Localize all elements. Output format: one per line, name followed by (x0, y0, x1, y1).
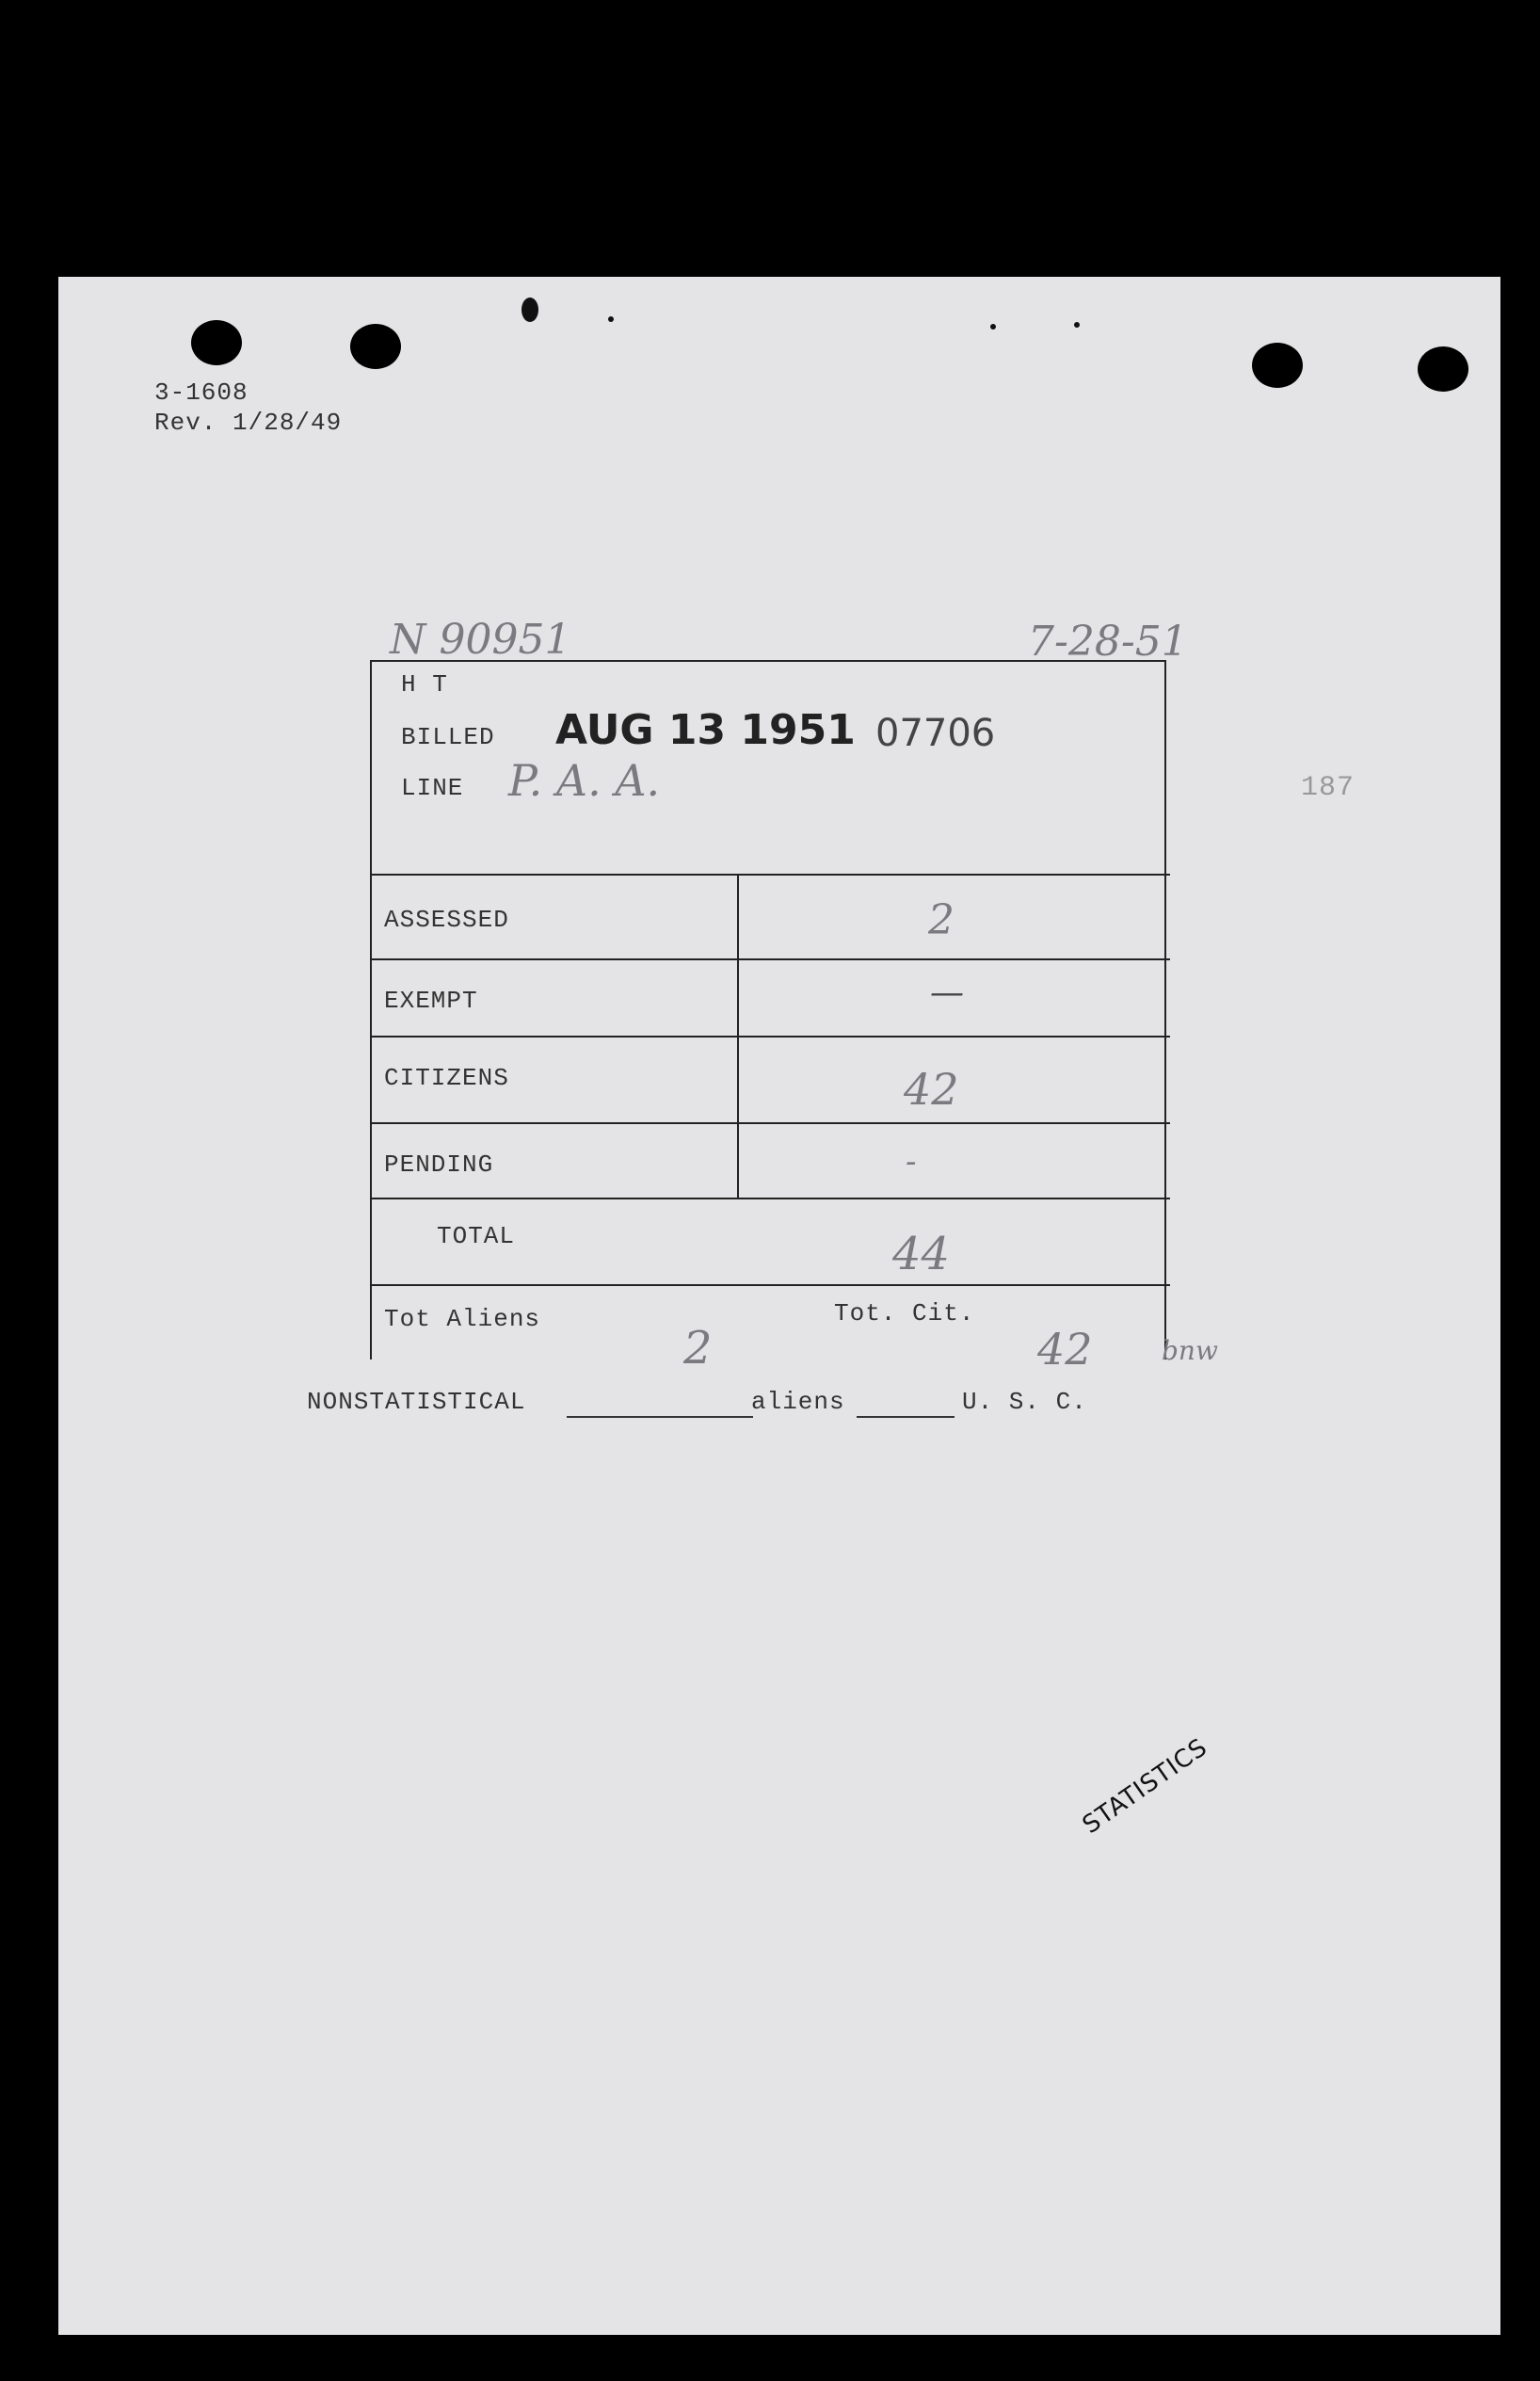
total-label: TOTAL (437, 1222, 516, 1250)
form-revision: Rev. 1/28/49 (154, 409, 343, 437)
row-divider (370, 958, 1170, 960)
citizens-value: 42 (904, 1064, 959, 1115)
statistics-stamp: STATISTICS (1077, 1732, 1213, 1840)
form-number: 3-1608 (154, 378, 249, 407)
punch-hole-right-2 (1418, 346, 1468, 392)
speck (521, 298, 538, 322)
exempt-label: EXEMPT (384, 987, 478, 1015)
usc-label: U. S. C. (962, 1388, 1087, 1416)
blank-field-2 (857, 1416, 954, 1418)
line-label: LINE (401, 774, 464, 802)
assessed-value: 2 (928, 896, 954, 944)
line-value-handwritten: P. A. A. (508, 755, 661, 806)
speck (990, 324, 996, 330)
document-page (58, 277, 1500, 2335)
pending-value: - (906, 1143, 917, 1181)
tot-cit-label: Tot. Cit. (834, 1299, 975, 1327)
tot-aliens-label: Tot Aliens (384, 1305, 541, 1333)
serial-stamp: 07706 (875, 712, 996, 755)
margin-number: 187 (1301, 772, 1356, 804)
initials-handwritten: bnw (1162, 1335, 1218, 1366)
speck (608, 316, 614, 322)
punch-hole-left-1 (191, 320, 242, 365)
assessed-label: ASSESSED (384, 906, 509, 934)
citizens-label: CITIZENS (384, 1064, 509, 1092)
row-divider (370, 1036, 1170, 1038)
tot-aliens-value: 2 (683, 1322, 713, 1375)
billed-label: BILLED (401, 723, 495, 751)
nonstatistical-label: NONSTATISTICAL (307, 1388, 526, 1416)
exempt-value: — (930, 973, 964, 1012)
column-divider (737, 876, 739, 1198)
row-divider (370, 1122, 1170, 1124)
row-divider (370, 874, 1170, 876)
speck (1074, 322, 1080, 328)
file-number-handwritten: N 90951 (390, 616, 571, 664)
blank-field-1 (567, 1416, 753, 1418)
punch-hole-left-2 (350, 324, 401, 369)
date-handwritten: 7-28-51 (1028, 618, 1188, 666)
total-value: 44 (892, 1228, 951, 1280)
ht-label: H T (401, 670, 448, 699)
billed-date-stamp: AUG 13 1951 (555, 706, 856, 754)
pending-label: PENDING (384, 1150, 494, 1179)
row-divider (370, 1284, 1170, 1286)
punch-hole-right-1 (1252, 343, 1303, 388)
aliens-label: aliens (751, 1388, 845, 1416)
form-table (370, 660, 1166, 1359)
tot-cit-value: 42 (1037, 1324, 1093, 1375)
row-divider (370, 1198, 1170, 1199)
